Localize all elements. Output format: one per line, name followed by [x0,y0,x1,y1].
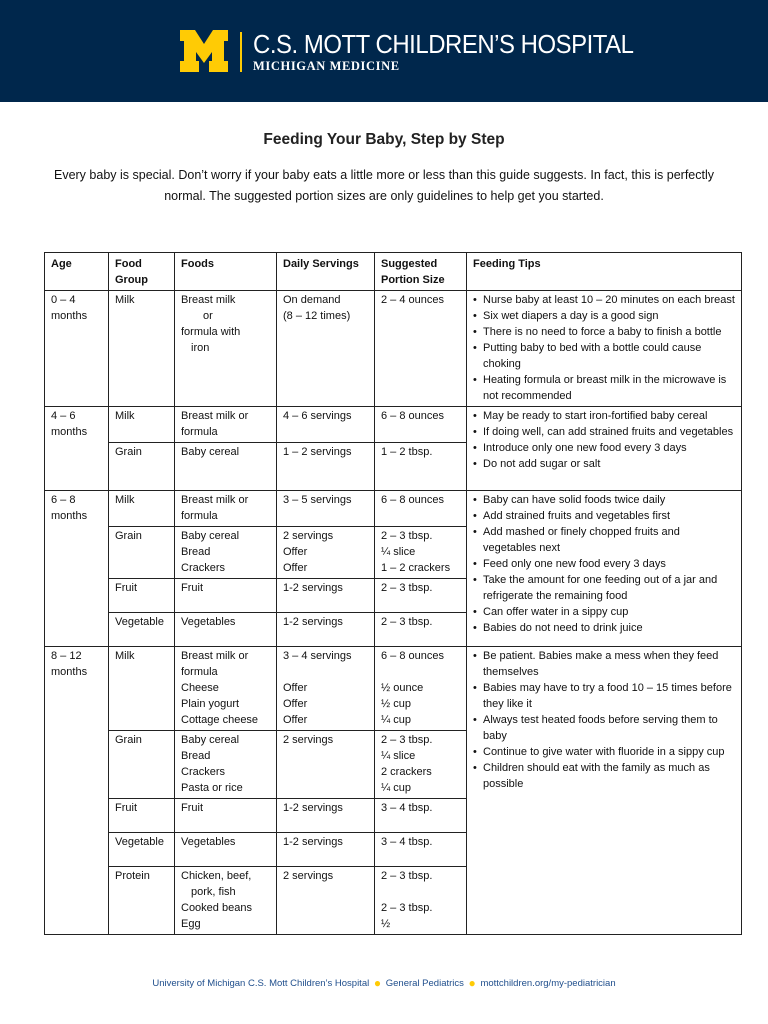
tip-item: • There is no need to force a baby to finish a bottle [483,324,735,340]
foods-cell: Baby cereal [175,443,277,491]
header-age: Age [45,253,109,291]
servings-cell: 2 servings Offer Offer [277,527,375,579]
footer-website-link[interactable]: mottchildren.org/my-pediatrician [480,978,616,989]
intro-paragraph: Every baby is special. Don’t worry if your baby eats a little more or less than this guide suggests. In fact, this is perfectly normal. The suggested portion sizes are only guidelines to help get you started. [53,168,715,203]
foods-cell: Baby cereal Bread Crackers Pasta or rice [175,731,277,799]
footer [0,976,768,990]
age-cell: 8 – 12 months [45,647,109,935]
tip-item: • Take the amount for one feeding out of a jar and refrigerate the remaining food [483,572,735,604]
foods-cell: Chicken, beef, pork, fish Cooked beans Egg [175,867,277,935]
tip-item: • Introduce only one new food every 3 days [483,440,735,456]
table-row [45,407,742,443]
servings-cell: On demand (8 – 12 times) [277,291,375,407]
portion-cell: 2 – 3 tbsp. [375,579,467,613]
header-food-group: Food Group [109,253,175,291]
age-cell: 0 – 4 months [45,291,109,407]
table-row [45,291,742,407]
header-feeding-tips: Feeding Tips [467,253,742,291]
servings-cell: 1-2 servings [277,833,375,867]
servings-cell: 4 – 6 servings [277,407,375,443]
hospital-name: C.S. MOTT CHILDREN’S HOSPITAL [253,29,634,59]
tip-item: • Babies do not need to drink juice [483,620,735,636]
footer-hospital: University of Michigan C.S. Mott Children’s Hospital [152,978,370,989]
tip-item: • Heating formula or breast milk in the microwave is not recommended [483,372,735,404]
portion-cell: 2 – 3 tbsp. [375,613,467,647]
food-group-cell: Grain [109,731,175,799]
block-m-logo [180,30,228,72]
tip-item: • Continue to give water with fluoride in a sippy cup [483,744,735,760]
servings-cell: 3 – 4 servings Offer Offer Offer [277,647,375,731]
food-group-cell: Fruit [109,579,175,613]
tip-item: • Always test heated foods before serving them to baby [483,712,735,744]
portion-cell: 6 – 8 ounces [375,491,467,527]
table-header-row [45,253,742,291]
foods-cell: Breast milk or formula [175,491,277,527]
tip-item: • Baby can have solid foods twice daily [483,492,735,508]
portion-cell: 6 – 8 ounces ½ ounce ½ cup ¼ cup [375,647,467,731]
header-daily-servings: Daily Servings [277,253,375,291]
tip-item: • Six wet diapers a day is a good sign [483,308,735,324]
page-title: Feeding Your Baby, Step by Step [263,131,505,148]
feeding-table [44,252,742,935]
tip-item: • Feed only one new food every 3 days [483,556,735,572]
footer-separator-icon: ● [468,976,476,990]
foods-cell: Breast milk or formula Cheese Plain yogurt Cottage cheese [175,647,277,731]
foods-cell: Breast milk or formula [175,407,277,443]
portion-cell: 2 – 3 tbsp. ¼ slice 1 – 2 crackers [375,527,467,579]
tips-cell [467,291,742,407]
tip-item: • Add mashed or finely chopped fruits and vegetables next [483,524,735,556]
portion-cell: 2 – 3 tbsp. 2 – 3 tbsp. ½ [375,867,467,935]
foods-cell: Fruit [175,579,277,613]
food-group-cell: Milk [109,647,175,731]
servings-cell: 2 servings [277,731,375,799]
servings-cell: 1-2 servings [277,613,375,647]
foods-cell: Vegetables [175,613,277,647]
servings-cell: 1-2 servings [277,799,375,833]
tip-item: • Add strained fruits and vegetables first [483,508,735,524]
foods-cell: Vegetables [175,833,277,867]
footer-department: General Pediatrics [385,978,464,989]
servings-cell: 3 – 5 servings [277,491,375,527]
portion-cell: 2 – 4 ounces [375,291,467,407]
tip-item: • Can offer water in a sippy cup [483,604,735,620]
tip-item: • Putting baby to bed with a bottle could cause choking [483,340,735,372]
tips-cell [467,491,742,647]
food-group-cell: Grain [109,443,175,491]
age-cell: 4 – 6 months [45,407,109,491]
table-row [45,647,742,731]
food-group-cell: Vegetable [109,613,175,647]
food-group-cell: Vegetable [109,833,175,867]
logo-divider [240,32,242,72]
servings-cell: 1-2 servings [277,579,375,613]
tips-cell [467,647,742,935]
foods-cell: Breast milk or formula with iron [175,291,277,407]
hospital-subtitle: MICHIGAN MEDICINE [253,59,400,73]
servings-cell: 2 servings [277,867,375,935]
food-group-cell: Milk [109,407,175,443]
tip-item: • If doing well, can add strained fruits and vegetables [483,424,735,440]
portion-cell: 3 – 4 tbsp. [375,833,467,867]
tip-item: • Be patient. Babies make a mess when they feed themselves [483,648,735,680]
foods-cell: Fruit [175,799,277,833]
tip-item: • May be ready to start iron-fortified baby cereal [483,408,735,424]
servings-cell: 1 – 2 servings [277,443,375,491]
header-banner [0,0,768,102]
tip-item: • Children should eat with the family as much as possible [483,760,735,792]
tips-cell [467,407,742,491]
portion-cell: 6 – 8 ounces [375,407,467,443]
food-group-cell: Grain [109,527,175,579]
portion-cell: 2 – 3 tbsp. ¼ slice 2 crackers ¼ cup [375,731,467,799]
foods-cell: Baby cereal Bread Crackers [175,527,277,579]
portion-cell: 3 – 4 tbsp. [375,799,467,833]
tip-item: • Babies may have to try a food 10 – 15 times before they like it [483,680,735,712]
table-row [45,491,742,527]
food-group-cell: Fruit [109,799,175,833]
portion-cell: 1 – 2 tbsp. [375,443,467,491]
header-portion-size: Suggested Portion Size [375,253,467,291]
food-group-cell: Milk [109,491,175,527]
tip-item: • Nurse baby at least 10 – 20 minutes on each breast [483,292,735,308]
food-group-cell: Milk [109,291,175,407]
footer-separator-icon: ● [373,976,382,990]
header-foods: Foods [175,253,277,291]
age-cell: 6 – 8 months [45,491,109,647]
food-group-cell: Protein [109,867,175,935]
tip-item: • Do not add sugar or salt [483,456,735,472]
